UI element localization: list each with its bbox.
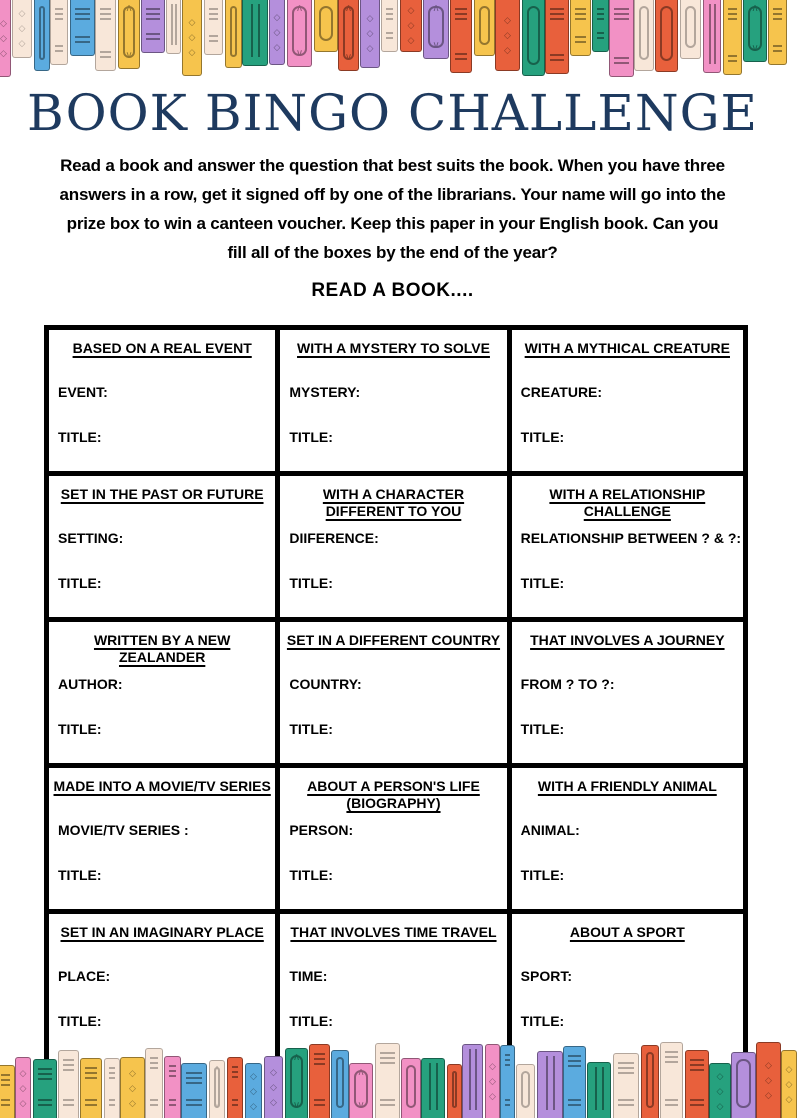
bingo-cell xyxy=(512,330,743,476)
book-spine xyxy=(225,0,242,68)
cell-header: WITH A RELATIONSHIP CHALLENGE xyxy=(549,486,706,519)
bingo-cell xyxy=(280,330,511,476)
book-spine xyxy=(104,1058,120,1118)
cell-field-label: DIIFERENCE: xyxy=(289,530,379,546)
top-books-border xyxy=(0,0,785,82)
book-spine xyxy=(34,0,50,71)
cell-title-label: TITLE: xyxy=(58,575,102,591)
book-spine: ◇ ◇ ◇ xyxy=(15,1057,31,1118)
cell-title-label: TITLE: xyxy=(289,429,333,445)
cell-title-label: TITLE: xyxy=(520,721,565,737)
book-spine: ∧ ∨ xyxy=(349,1063,373,1118)
book-spine: ◇ ◇ ◇ xyxy=(709,1063,731,1118)
book-spine xyxy=(164,1056,181,1118)
intro-line: Read a book and answer the question that best suits the book. When you have three xyxy=(60,156,725,175)
book-spine xyxy=(95,0,116,71)
cell-field-label: MYSTERY: xyxy=(289,384,361,400)
book-spine: ∧ ∨ xyxy=(285,1048,308,1118)
cell-field-label: AUTHOR: xyxy=(58,676,123,692)
book-spine: ∧ ∨ xyxy=(118,0,140,69)
cell-field-label: PERSON: xyxy=(289,822,354,838)
book-spine xyxy=(660,1042,683,1118)
book-spine xyxy=(641,1045,659,1118)
intro-line: fill all of the boxes by the end of the year? xyxy=(227,243,558,262)
cell-header: SET IN A DIFFERENT COUNTRY xyxy=(286,632,501,648)
book-spine xyxy=(80,1058,102,1118)
book-spine xyxy=(685,1050,709,1118)
book-spine: ◇ ◇ ◇ xyxy=(269,0,285,65)
cell-title-label: TITLE: xyxy=(289,721,333,737)
book-spine xyxy=(703,0,721,73)
book-spine xyxy=(166,0,181,54)
book-spine: ◇ ◇ ◇ xyxy=(0,0,11,77)
bingo-cell xyxy=(49,330,280,476)
cell-title-label: TITLE: xyxy=(520,1013,565,1029)
book-spine xyxy=(33,1059,57,1118)
book-spine xyxy=(227,1057,243,1118)
cell-field-label: SPORT: xyxy=(520,968,572,984)
book-spine xyxy=(447,1064,462,1118)
bottom-books-border xyxy=(0,1036,793,1118)
bingo-cell xyxy=(49,768,280,914)
cell-field-label: FROM ? TO ?: xyxy=(520,676,615,692)
cell-title-label: TITLE: xyxy=(58,721,102,737)
book-spine: ∧ ∨ xyxy=(743,0,767,62)
cell-field-label: EVENT: xyxy=(58,384,108,400)
book-spine xyxy=(314,0,338,52)
book-spine xyxy=(181,1063,207,1118)
book-spine xyxy=(537,1051,563,1118)
cell-header: WITH A CHARACTER DIFFERENT TO YOU xyxy=(322,486,465,519)
cell-field-label: SETTING: xyxy=(58,530,124,546)
book-spine xyxy=(242,0,268,66)
book-spine xyxy=(634,0,654,71)
cell-header: WRITTEN BY A NEW ZEALANDER xyxy=(93,632,231,665)
bingo-cell xyxy=(49,476,280,622)
book-spine xyxy=(516,1064,535,1118)
book-spine xyxy=(570,0,591,56)
book-spine xyxy=(145,1048,163,1118)
cell-header: MADE INTO A MOVIE/TV SERIES xyxy=(53,778,271,794)
book-spine xyxy=(563,1046,586,1118)
cell-title-label: TITLE: xyxy=(520,429,565,445)
book-spine xyxy=(680,0,701,59)
cell-field-label: PLACE: xyxy=(58,968,111,984)
book-spine xyxy=(474,0,495,56)
book-spine xyxy=(609,0,634,77)
book-spine: ◇ ◇ ◇ xyxy=(485,1044,500,1118)
book-spine: ◇ ◇ ◇ xyxy=(400,0,422,52)
book-spine xyxy=(309,1044,330,1118)
cell-field-label: ANIMAL: xyxy=(520,822,580,838)
book-spine: ◇ ◇ ◇ xyxy=(756,1042,781,1118)
book-spine xyxy=(768,0,787,65)
book-spine xyxy=(204,0,223,55)
cell-title-label: TITLE: xyxy=(520,867,565,883)
cell-header: THAT INVOLVES A JOURNEY xyxy=(530,632,725,648)
book-spine: ◇ ◇ ◇ xyxy=(12,0,32,58)
book-spine xyxy=(587,1062,611,1118)
cell-header: BASED ON A REAL EVENT xyxy=(72,340,252,356)
book-spine xyxy=(592,0,609,52)
cell-field-label: RELATIONSHIP BETWEEN ? & ?: xyxy=(520,530,742,546)
cell-header: WITH A MYTHICAL CREATURE xyxy=(524,340,730,356)
book-spine xyxy=(522,0,545,76)
book-spine xyxy=(0,1065,15,1118)
book-spine: ∧ ∨ xyxy=(209,1060,225,1118)
cell-title-label: TITLE: xyxy=(520,575,565,591)
book-spine xyxy=(655,0,678,72)
book-spine: ◇ ◇ ◇ xyxy=(781,1050,797,1118)
book-spine xyxy=(613,1053,639,1118)
cell-header: ABOUT A PERSON'S LIFE (BIOGRAPHY) xyxy=(307,778,480,811)
cell-field-label: TIME: xyxy=(289,968,328,984)
cell-title-label: TITLE: xyxy=(58,429,102,445)
book-spine: ∧ ∨ xyxy=(338,0,359,71)
cell-field-label: MOVIE/TV SERIES : xyxy=(58,822,189,838)
book-spine xyxy=(70,0,95,56)
book-spine xyxy=(331,1050,349,1118)
book-spine: ∧ ∨ xyxy=(423,0,449,59)
book-spine xyxy=(58,1050,79,1118)
book-spine xyxy=(375,1043,400,1118)
bingo-cell xyxy=(49,622,280,768)
page-title: BOOK BINGO CHALLENGE xyxy=(26,84,759,142)
cell-header: ABOUT A SPORT xyxy=(569,924,685,940)
book-spine: ◇ ◇ ◇ xyxy=(495,0,520,71)
cell-title-label: TITLE: xyxy=(58,867,102,883)
bingo-cell xyxy=(512,768,743,914)
cell-header: THAT INVOLVES TIME TRAVEL xyxy=(290,924,497,940)
book-spine: ∧ ∨ xyxy=(287,0,312,67)
bingo-cell xyxy=(512,476,743,622)
cell-header: SET IN AN IMAGINARY PLACE xyxy=(60,924,264,940)
bingo-grid xyxy=(44,325,748,1060)
cell-header: WITH A FRIENDLY ANIMAL xyxy=(537,778,717,794)
book-spine xyxy=(545,0,569,74)
book-spine xyxy=(731,1052,756,1118)
book-spine xyxy=(450,0,472,73)
intro-line: answers in a row, get it signed off by one of the librarians. Your name will go into the xyxy=(59,185,726,204)
cell-title-label: TITLE: xyxy=(289,867,333,883)
bingo-cell xyxy=(512,622,743,768)
cell-title-label: TITLE: xyxy=(289,1013,333,1029)
cell-field-label: CREATURE: xyxy=(520,384,603,400)
cell-field-label: COUNTRY: xyxy=(289,676,362,692)
cell-header: WITH A MYSTERY TO SOLVE xyxy=(297,340,490,356)
bingo-cell xyxy=(280,622,511,768)
book-spine xyxy=(401,1058,421,1118)
book-spine xyxy=(381,0,398,52)
intro-paragraph xyxy=(0,151,785,267)
book-spine xyxy=(723,0,742,75)
book-spine: ◇ ◇ ◇ xyxy=(120,1057,145,1118)
book-spine: ◇ ◇ ◇ xyxy=(245,1063,262,1118)
book-spine xyxy=(421,1058,445,1118)
cell-header: SET IN THE PAST OR FUTURE xyxy=(60,486,264,502)
book-spine xyxy=(50,0,68,65)
book-spine: ◇ ◇ ◇ xyxy=(360,0,380,68)
book-spine xyxy=(141,0,165,53)
read-a-book-subheading: READ A BOOK.... xyxy=(311,280,474,301)
cell-title-label: TITLE: xyxy=(289,575,333,591)
cell-title-label: TITLE: xyxy=(58,1013,102,1029)
bingo-cell xyxy=(280,476,511,622)
book-spine xyxy=(500,1045,515,1118)
intro-line: prize box to win a canteen voucher. Keep this paper in your English book. Can you xyxy=(66,214,719,233)
book-spine: ◇ ◇ ◇ xyxy=(182,0,202,76)
bingo-cell xyxy=(280,768,511,914)
book-spine: ◇ ◇ ◇ xyxy=(264,1056,283,1118)
book-spine xyxy=(462,1044,483,1118)
